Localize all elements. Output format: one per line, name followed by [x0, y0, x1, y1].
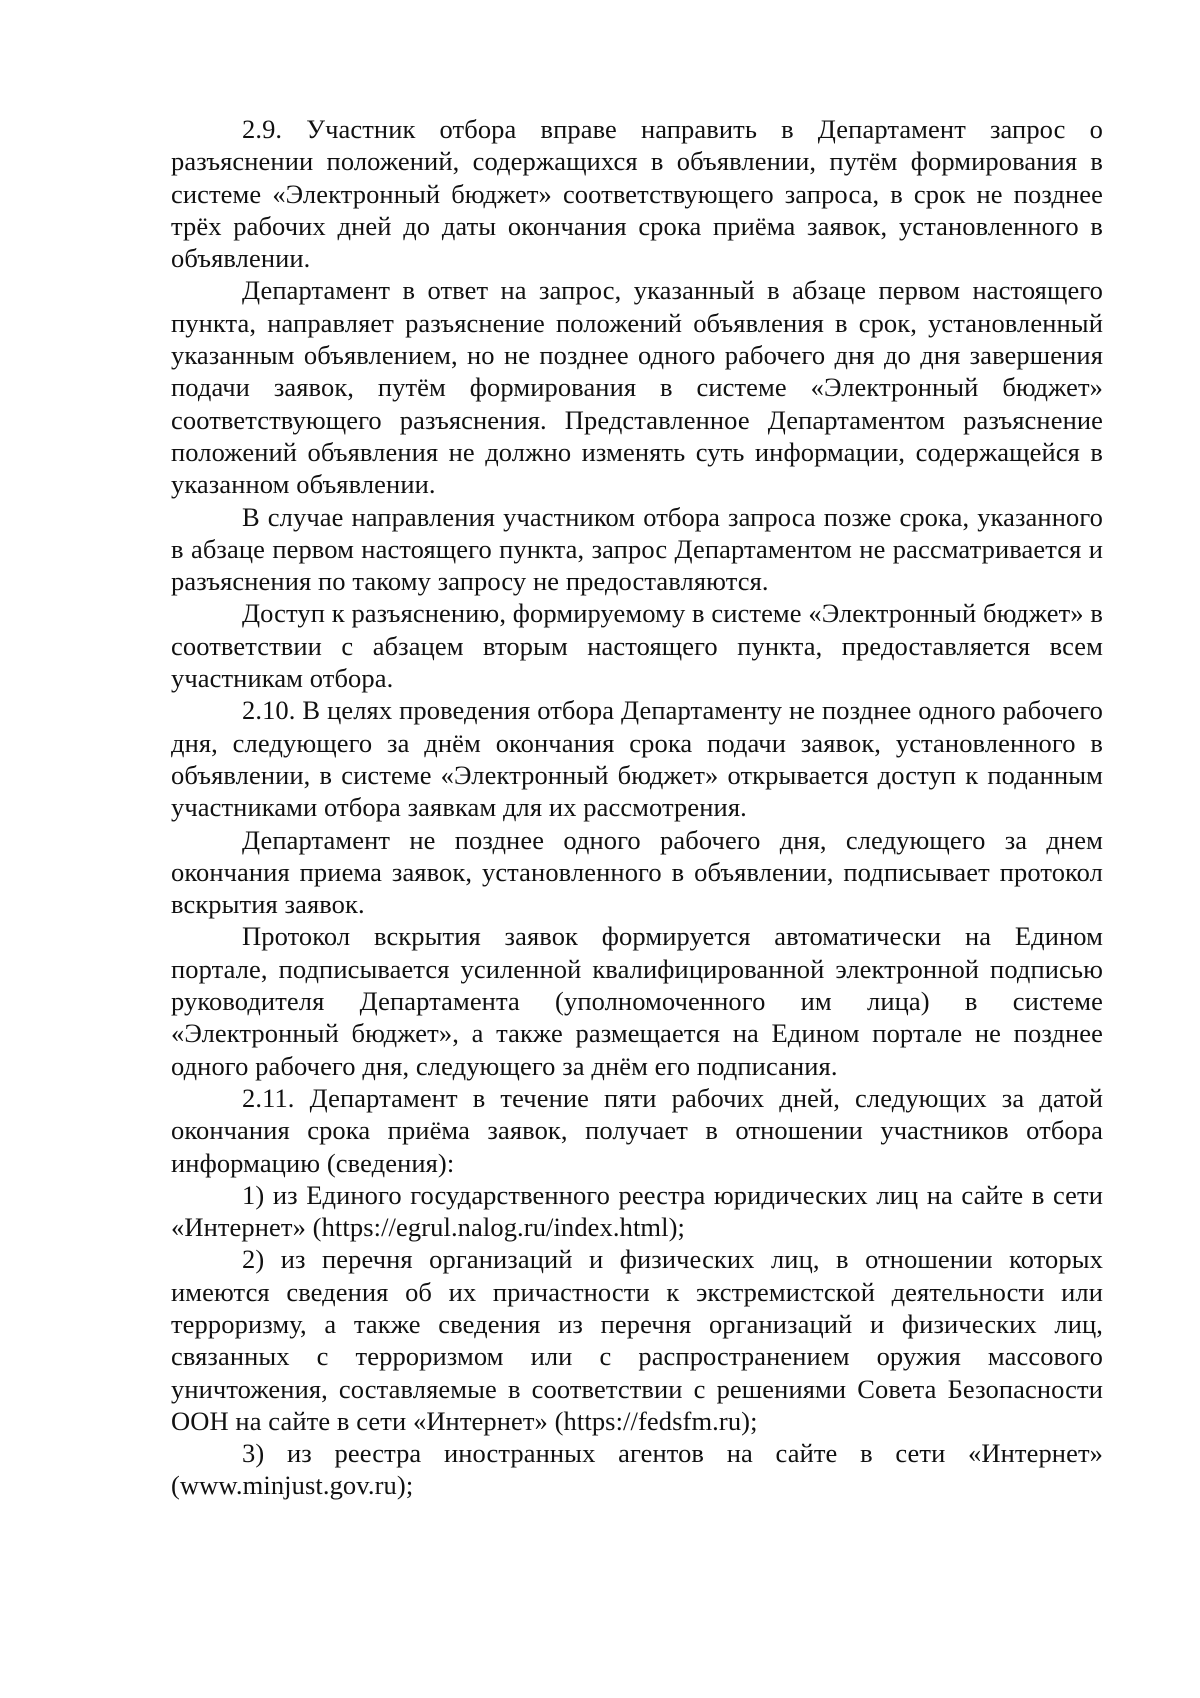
document-page [171, 113, 1103, 1502]
paragraph-2-11: 2.11. Департамент в течение пяти рабочих дней, следующих за датой окончания срока приёма заявок, получает в отношении участников отбора информацию (сведения): [171, 1082, 1103, 1178]
paragraph-department-response: Департамент в ответ на запрос, указанный в абзаце первом настоящего пункта, направляет разъяснение положений объявления в срок, установленный указанным объявлением, но не позднее одного рабочего дня до дня завершения подачи заявок, путём формирования в системе «Электронный бюджет» соответствующего разъяснения. Представленное Департаментом разъяснение положений объявления не должно изменять суть информации, содержащейся в указанном объявлении. [171, 275, 1103, 500]
paragraph-late-request: В случае направления участником отбора запроса позже срока, указанного в абзаце первом настоящего пункта, запрос Департаментом не рассматривается и разъяснения по такому запросу не предоставляются. [171, 501, 1103, 597]
list-item-2-fedsfm: 2) из перечня организаций и физических лиц, в отношении которых имеются сведения об их причастности к экстремистской деятельности или терроризму, а также сведения из перечня организаций и физических лиц, связанных с терроризмом или с распространением оружия массового уничтожения, составляемые в соответствии с решениями Совета Безопасности ООН на сайте в сети «Интернет» (https://fedsfm.ru); [171, 1244, 1103, 1436]
paragraph-access-clarification: Доступ к разъяснению, формируемому в системе «Электронный бюджет» в соответствии с абзацем вторым настоящего пункта, предоставляется всем участникам отбора. [171, 598, 1103, 694]
paragraph-2-10: 2.10. В целях проведения отбора Департаменту не позднее одного рабочего дня, следующего за днём окончания срока подачи заявок, установленного в объявлении, в системе «Электронный бюджет» открывается доступ к поданным участниками отбора заявкам для их рассмотрения. [171, 695, 1103, 823]
list-item-1-egrul: 1) из Единого государственного реестра юридических лиц на сайте в сети «Интернет» (https://egrul.nalog.ru/index.html); [171, 1179, 1103, 1243]
paragraph-protocol-formation: Протокол вскрытия заявок формируется автоматически на Едином портале, подписывается усиленной квалифицированной электронной подписью руководителя Департамента (уполномоченного им лица) в системе «Электронный бюджет», а также размещается на Едином портале не позднее одного рабочего дня, следующего за днём его подписания. [171, 921, 1103, 1081]
list-item-3-minjust: 3) из реестра иностранных агентов на сайте в сети «Интернет» (www.minjust.gov.ru); [171, 1438, 1103, 1501]
paragraph-2-9: 2.9. Участник отбора вправе направить в Департамент запрос о разъяснении положений, содержащихся в объявлении, путём формирования в системе «Электронный бюджет» соответствующего запроса, в срок не позднее трёх рабочих дней до даты окончания срока приёма заявок, установленного в объявлении. [171, 114, 1103, 274]
paragraph-protocol-signing: Департамент не позднее одного рабочего дня, следующего за днем окончания приема заявок, установленного в объявлении, подписывает протокол вскрытия заявок. [171, 824, 1103, 920]
